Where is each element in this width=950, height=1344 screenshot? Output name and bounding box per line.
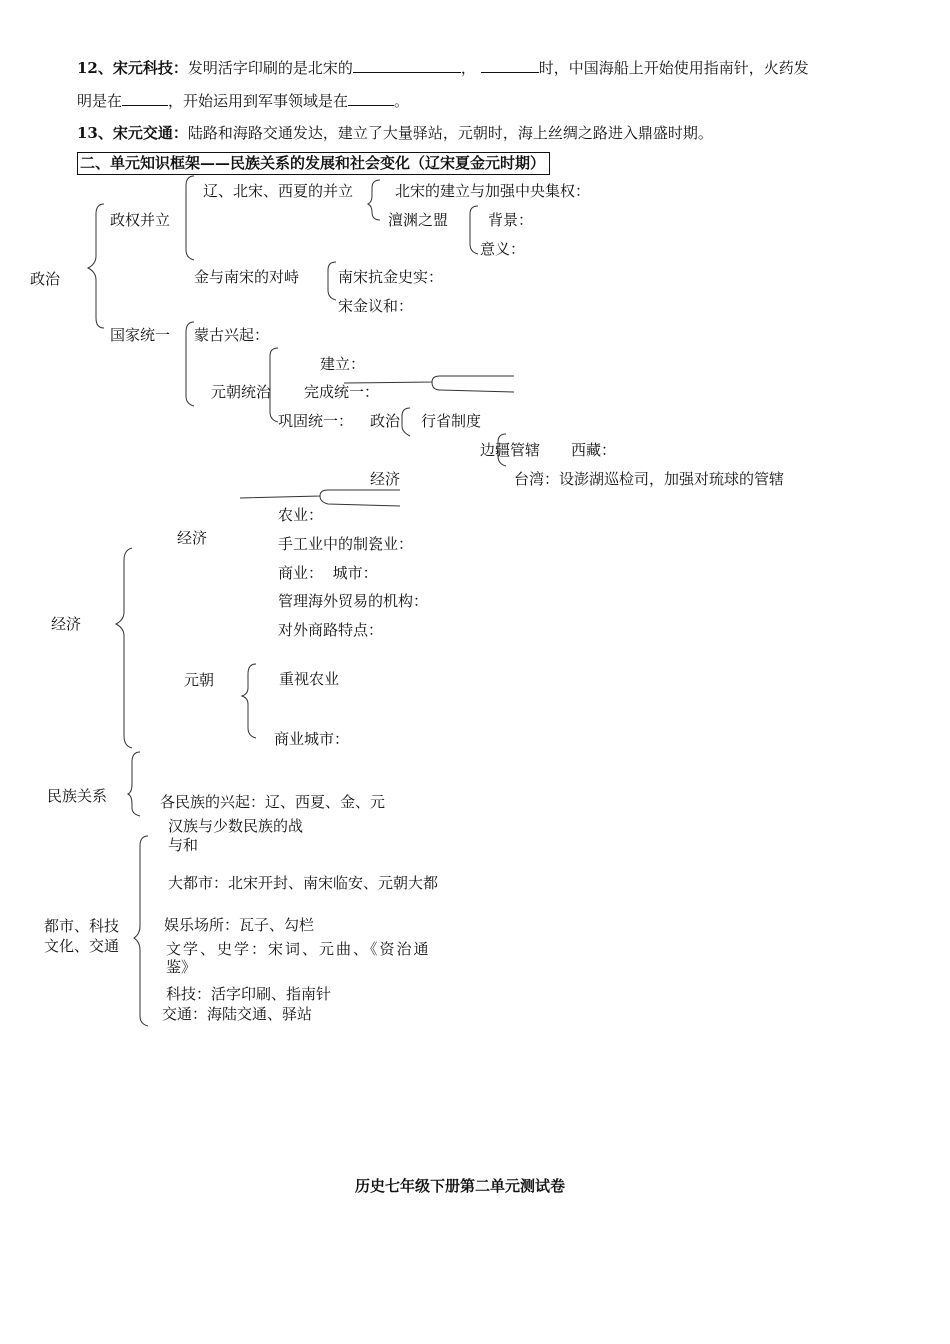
cities-label: 城市： (332, 564, 378, 582)
node-complete-unification: 完成统一： (304, 383, 380, 401)
node-city-tech-2: 文化、交通 (44, 937, 120, 955)
node-yuan-rule: 元朝统治 (211, 383, 272, 401)
node-yuan-cities: 商业城市： (274, 730, 350, 748)
node-economy-sub: 经济 (177, 529, 208, 547)
node-jin-song-confrontation: 金与南宋的对峙 (194, 268, 300, 286)
q12-blank-3[interactable] (122, 91, 168, 106)
node-city-tech-1: 都市、科技 (44, 917, 120, 935)
node-commerce (278, 564, 378, 582)
question-12-line2 (77, 91, 409, 110)
node-technology: 科技：活字印刷、指南针 (166, 985, 332, 1003)
q12-blank-1[interactable] (353, 58, 461, 73)
node-mongol-rise: 蒙古兴起： (194, 326, 270, 344)
section-2-heading: 二、单元知识框架——民族关系的发展和社会变化（辽宋夏金元时期） (77, 152, 550, 175)
node-trade-route: 对外商路特点： (278, 621, 384, 639)
node-trade-office: 管理海外贸易的机构： (278, 592, 429, 610)
node-economy-a: 经济 (370, 470, 401, 488)
node-province-system: 行省制度 (421, 412, 482, 430)
q13-label: 宋元交通： (112, 124, 188, 142)
node-ethnic-rise: 各民族的兴起：辽、西夏、金、元 (160, 793, 386, 811)
node-taiwan: 台湾：设澎湖巡检司，加强对琉球的管辖 (514, 470, 785, 488)
node-song-jin-peace: 宋金议和： (338, 297, 414, 315)
q13-text: 陆路和海路交通发达，建立了大量驿站，元朝时，海上丝绸之路进入鼎盛时期。 (187, 124, 713, 142)
q12-label: 宋元科技： (112, 59, 188, 77)
node-transport (162, 1005, 313, 1024)
node-value-agriculture: 重视农业 (279, 670, 340, 688)
question-12-line1 (77, 58, 809, 77)
node-ethnic-relations: 民族关系 (47, 787, 108, 805)
q12-text1: 发明活字印刷的是北宋的 (187, 59, 353, 77)
node-significance: 意义： (480, 240, 526, 258)
node-anti-jin: 南宋抗金史实： (338, 268, 444, 286)
node-yuan-dynasty: 元朝 (184, 671, 215, 689)
node-frontier: 边疆管辖 (480, 441, 541, 459)
node-politics-2: 政治 (370, 412, 401, 430)
q12-blank-2[interactable] (481, 58, 539, 73)
node-regime-coexistence: 政权并立 (110, 211, 171, 229)
commerce-label: 商业： (278, 564, 324, 582)
node-tibet: 西藏： (571, 441, 617, 459)
node-entertainment: 娱乐场所：瓦子、勾栏 (164, 916, 315, 934)
q12-number: 12、 (77, 59, 113, 77)
q12-text4: ，开始运用到军事领域是在 (168, 92, 349, 110)
question-13 (77, 124, 713, 142)
node-liao-song-xia: 辽、北宋、西夏的并立 (203, 182, 354, 200)
q12-text2: 时，中国海船上开始使用指南针，火药发 (538, 59, 809, 77)
node-politics: 政治 (30, 270, 61, 288)
q12-sep: ， (460, 59, 476, 77)
node-national-unification: 国家统一 (110, 326, 171, 344)
node-transport-text: 交通：海陆交通、驿站 (162, 1005, 313, 1023)
node-establish: 建立： (320, 355, 366, 373)
node-chanyuan-treaty: 澶渊之盟 (388, 211, 449, 229)
test-paper-title: 历史七年级下册第二单元测试卷 (355, 1177, 566, 1195)
node-porcelain: 手工业中的制瓷业： (278, 535, 414, 553)
node-metropolis: 大都市：北宋开封、南宋临安、元朝大都 (168, 874, 439, 892)
node-agriculture: 农业： (278, 506, 324, 524)
q12-text3: 明是在 (77, 92, 123, 110)
q12-blank-4[interactable] (348, 91, 394, 106)
node-background: 背景： (488, 211, 534, 229)
q12-end: 。 (394, 92, 410, 110)
node-economy: 经济 (51, 615, 82, 633)
q13-number: 13、 (77, 124, 113, 142)
node-war-peace: 汉族与少数民族的战 (168, 817, 304, 835)
node-war-peace-cut: 与和 (168, 836, 199, 854)
node-literature-cut: 鉴》 (166, 958, 197, 976)
node-northern-song-founding: 北宋的建立与加强中央集权： (395, 182, 591, 200)
node-literature: 文学、史学：宋词、元曲、《资治通 (166, 940, 431, 958)
node-consolidate: 巩固统一： (278, 412, 354, 430)
